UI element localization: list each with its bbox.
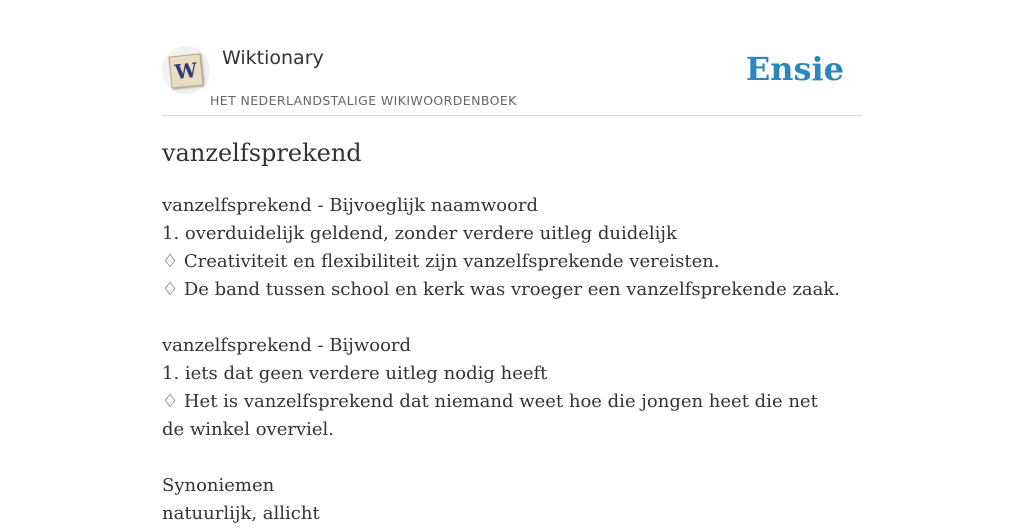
example-sentence: ♢ De band tussen school en kerk was vroeger een vanzelfsprekende zaak. xyxy=(162,279,841,300)
wiktionary-logo[interactable] xyxy=(162,46,210,94)
entry-heading-adverb: vanzelfsprekend - Bijwoord xyxy=(162,335,412,356)
paragraph-gap xyxy=(162,444,862,472)
site-tagline: HET NEDERLANDSTALIGE WIKIWOORDENBOEK xyxy=(210,93,517,108)
entry-definition-adverb: 1. iets dat geen verdere uitleg nodig heeft xyxy=(162,363,548,384)
page-title: vanzelfsprekend xyxy=(162,139,362,167)
page xyxy=(162,0,862,524)
entry-content xyxy=(162,192,862,528)
paragraph-gap xyxy=(162,304,862,332)
example-sentence: ♢ Het is vanzelfsprekend dat niemand weet hoe die jongen heet die net de winkel overviel. xyxy=(162,391,818,440)
entry-definition-adjective: 1. overduidelijk geldend, zonder verdere uitleg duidelijk xyxy=(162,223,677,244)
wiktionary-logo-icon: W xyxy=(168,53,203,88)
ensie-brand-logo[interactable]: Ensie xyxy=(745,50,844,88)
entry-heading-adjective: vanzelfsprekend - Bijvoeglijk naamwoord xyxy=(162,195,539,216)
site-header xyxy=(162,0,862,116)
site-name[interactable]: Wiktionary xyxy=(222,47,324,69)
synonyms-heading: Synoniemen xyxy=(162,475,275,496)
example-sentence: ♢ Creativiteit en flexibiliteit zijn vanzelfsprekende vereisten. xyxy=(162,251,720,272)
synonyms-list: natuurlijk, allicht xyxy=(162,503,320,524)
